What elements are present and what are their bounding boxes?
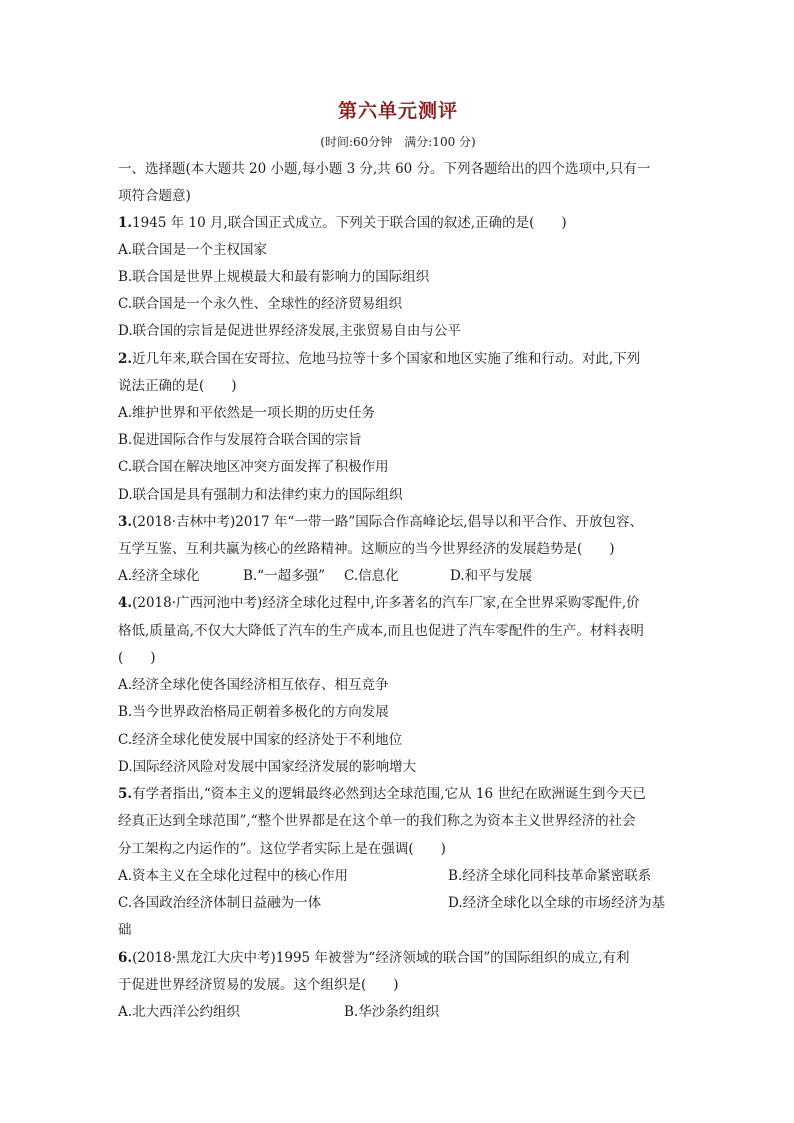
q5-option-b: B.经济全球化同科技革命紧密联系 [448, 868, 652, 884]
question-3 [118, 513, 643, 531]
question-5 [118, 785, 646, 803]
q4-option-b: B.当今世界政治格局正朝着多极化的方向发展 [118, 704, 389, 720]
question-number: 1. [118, 215, 133, 231]
q2-option-b: B.促进国际合作与发展符合联合国的宗旨 [118, 432, 362, 448]
q4-option-d: D.国际经济风险对发展中国家经济发展的影响增大 [118, 759, 417, 775]
q4-option-c: C.经济全球化使发展中国家的经济处于不利地位 [118, 732, 403, 748]
section-heading-line2: 项符合题意) [118, 188, 191, 204]
question-stem: 近几年来,联合国在安哥拉、危地马拉等十多个国家和地区实施了维和行动。对此,下列 [132, 351, 641, 367]
q1-option-a: A.联合国是一个主权国家 [118, 242, 268, 258]
q2-stem-line2: 说法正确的是( ) [118, 378, 237, 394]
question-stem: 1945 年 10 月,联合国正式成立。下列关于联合国的叙述,正确的是( ) [132, 215, 567, 231]
q3-option-c: C.信息化 [344, 568, 399, 584]
q4-stem-line2: 格低,质量高,不仅大大降低了汽车的生产成本,而且也促进了汽车零配件的生产。材料表明 [118, 623, 644, 639]
q5-option-d: D.经济全球化以全球的市场经济为基 [448, 895, 666, 911]
question-2 [118, 350, 640, 368]
q2-option-d: D.联合国是具有强制力和法律约束力的国际组织 [118, 487, 403, 503]
q3-option-b: B.“一超多强” [243, 568, 326, 584]
page-title: 第六单元测评 [337, 100, 458, 122]
question-number: 4. [118, 595, 133, 611]
q1-option-b: B.联合国是世界上规模最大和最有影响力的国际组织 [118, 269, 430, 285]
question-6 [118, 949, 630, 967]
question-number: 3. [118, 514, 133, 530]
section-heading-line1: 一、选择题(本大题共 20 小题,每小题 3 分,共 60 分。下列各题给出的四个选项中,只有一 [118, 161, 651, 177]
q1-option-c: C.联合国是一个永久性、全球性的经济贸易组织 [118, 296, 403, 312]
q3-stem-line2: 互学互鉴、互利共赢为核心的丝路精神。这顺应的当今世界经济的发展趋势是( ) [118, 541, 615, 557]
question-4 [118, 594, 640, 612]
q2-option-c: C.联合国在解决地区冲突方面发挥了积极作用 [118, 459, 389, 475]
q6-option-a: A.北大西洋公约组织 [118, 1004, 241, 1020]
q5-option-d-wrap: 础 [118, 922, 132, 938]
exam-info: (时间:60分钟 满分:100 分) [320, 135, 476, 149]
q5-option-c: C.各国政治经济体制日益融为一体 [118, 895, 322, 911]
question-number: 2. [118, 351, 133, 367]
q3-option-d: D.和平与发展 [450, 568, 533, 584]
question-1 [118, 214, 567, 232]
q4-option-a: A.经济全球化使各国经济相互依存、相互竞争 [118, 677, 389, 693]
q5-stem-line2: 经真正达到全球范围”,“整个世界都是在这个单一的我们称之为资本主义世界经济的社会 [118, 813, 636, 829]
question-stem: (2018·黑龙江大庆中考)1995 年被誉为“经济领域的联合国”的国际组织的成立,有利 [132, 950, 630, 966]
q4-stem-line3: ( ) [118, 650, 156, 666]
question-stem: (2018·广西河池中考)经济全球化过程中,许多著名的汽车厂家,在全世界采购零配件,价 [132, 595, 640, 611]
question-stem: 有学者指出,“资本主义的逻辑最终必然到达全球范围,它从 16 世纪在欧洲诞生到今天已 [132, 786, 646, 802]
q5-option-a: A.资本主义在全球化过程中的核心作用 [118, 868, 349, 884]
q1-option-d: D.联合国的宗旨是促进世界经济发展,主张贸易自由与公平 [118, 323, 461, 339]
q6-stem-line2: 于促进世界经济贸易的发展。这个组织是( ) [118, 977, 399, 993]
q3-option-a: A.经济全球化 [118, 568, 200, 584]
question-number: 6. [118, 950, 133, 966]
q5-stem-line3: 分工架构之内运作的”。这位学者实际上是在强调( ) [118, 841, 446, 857]
q6-option-b: B.华沙条约组织 [344, 1004, 440, 1020]
question-number: 5. [118, 786, 133, 802]
question-stem: (2018·吉林中考)2017 年“一带一路”国际合作高峰论坛,倡导以和平合作、开放包容、 [132, 514, 644, 530]
q2-option-a: A.维护世界和平依然是一项长期的历史任务 [118, 405, 376, 421]
